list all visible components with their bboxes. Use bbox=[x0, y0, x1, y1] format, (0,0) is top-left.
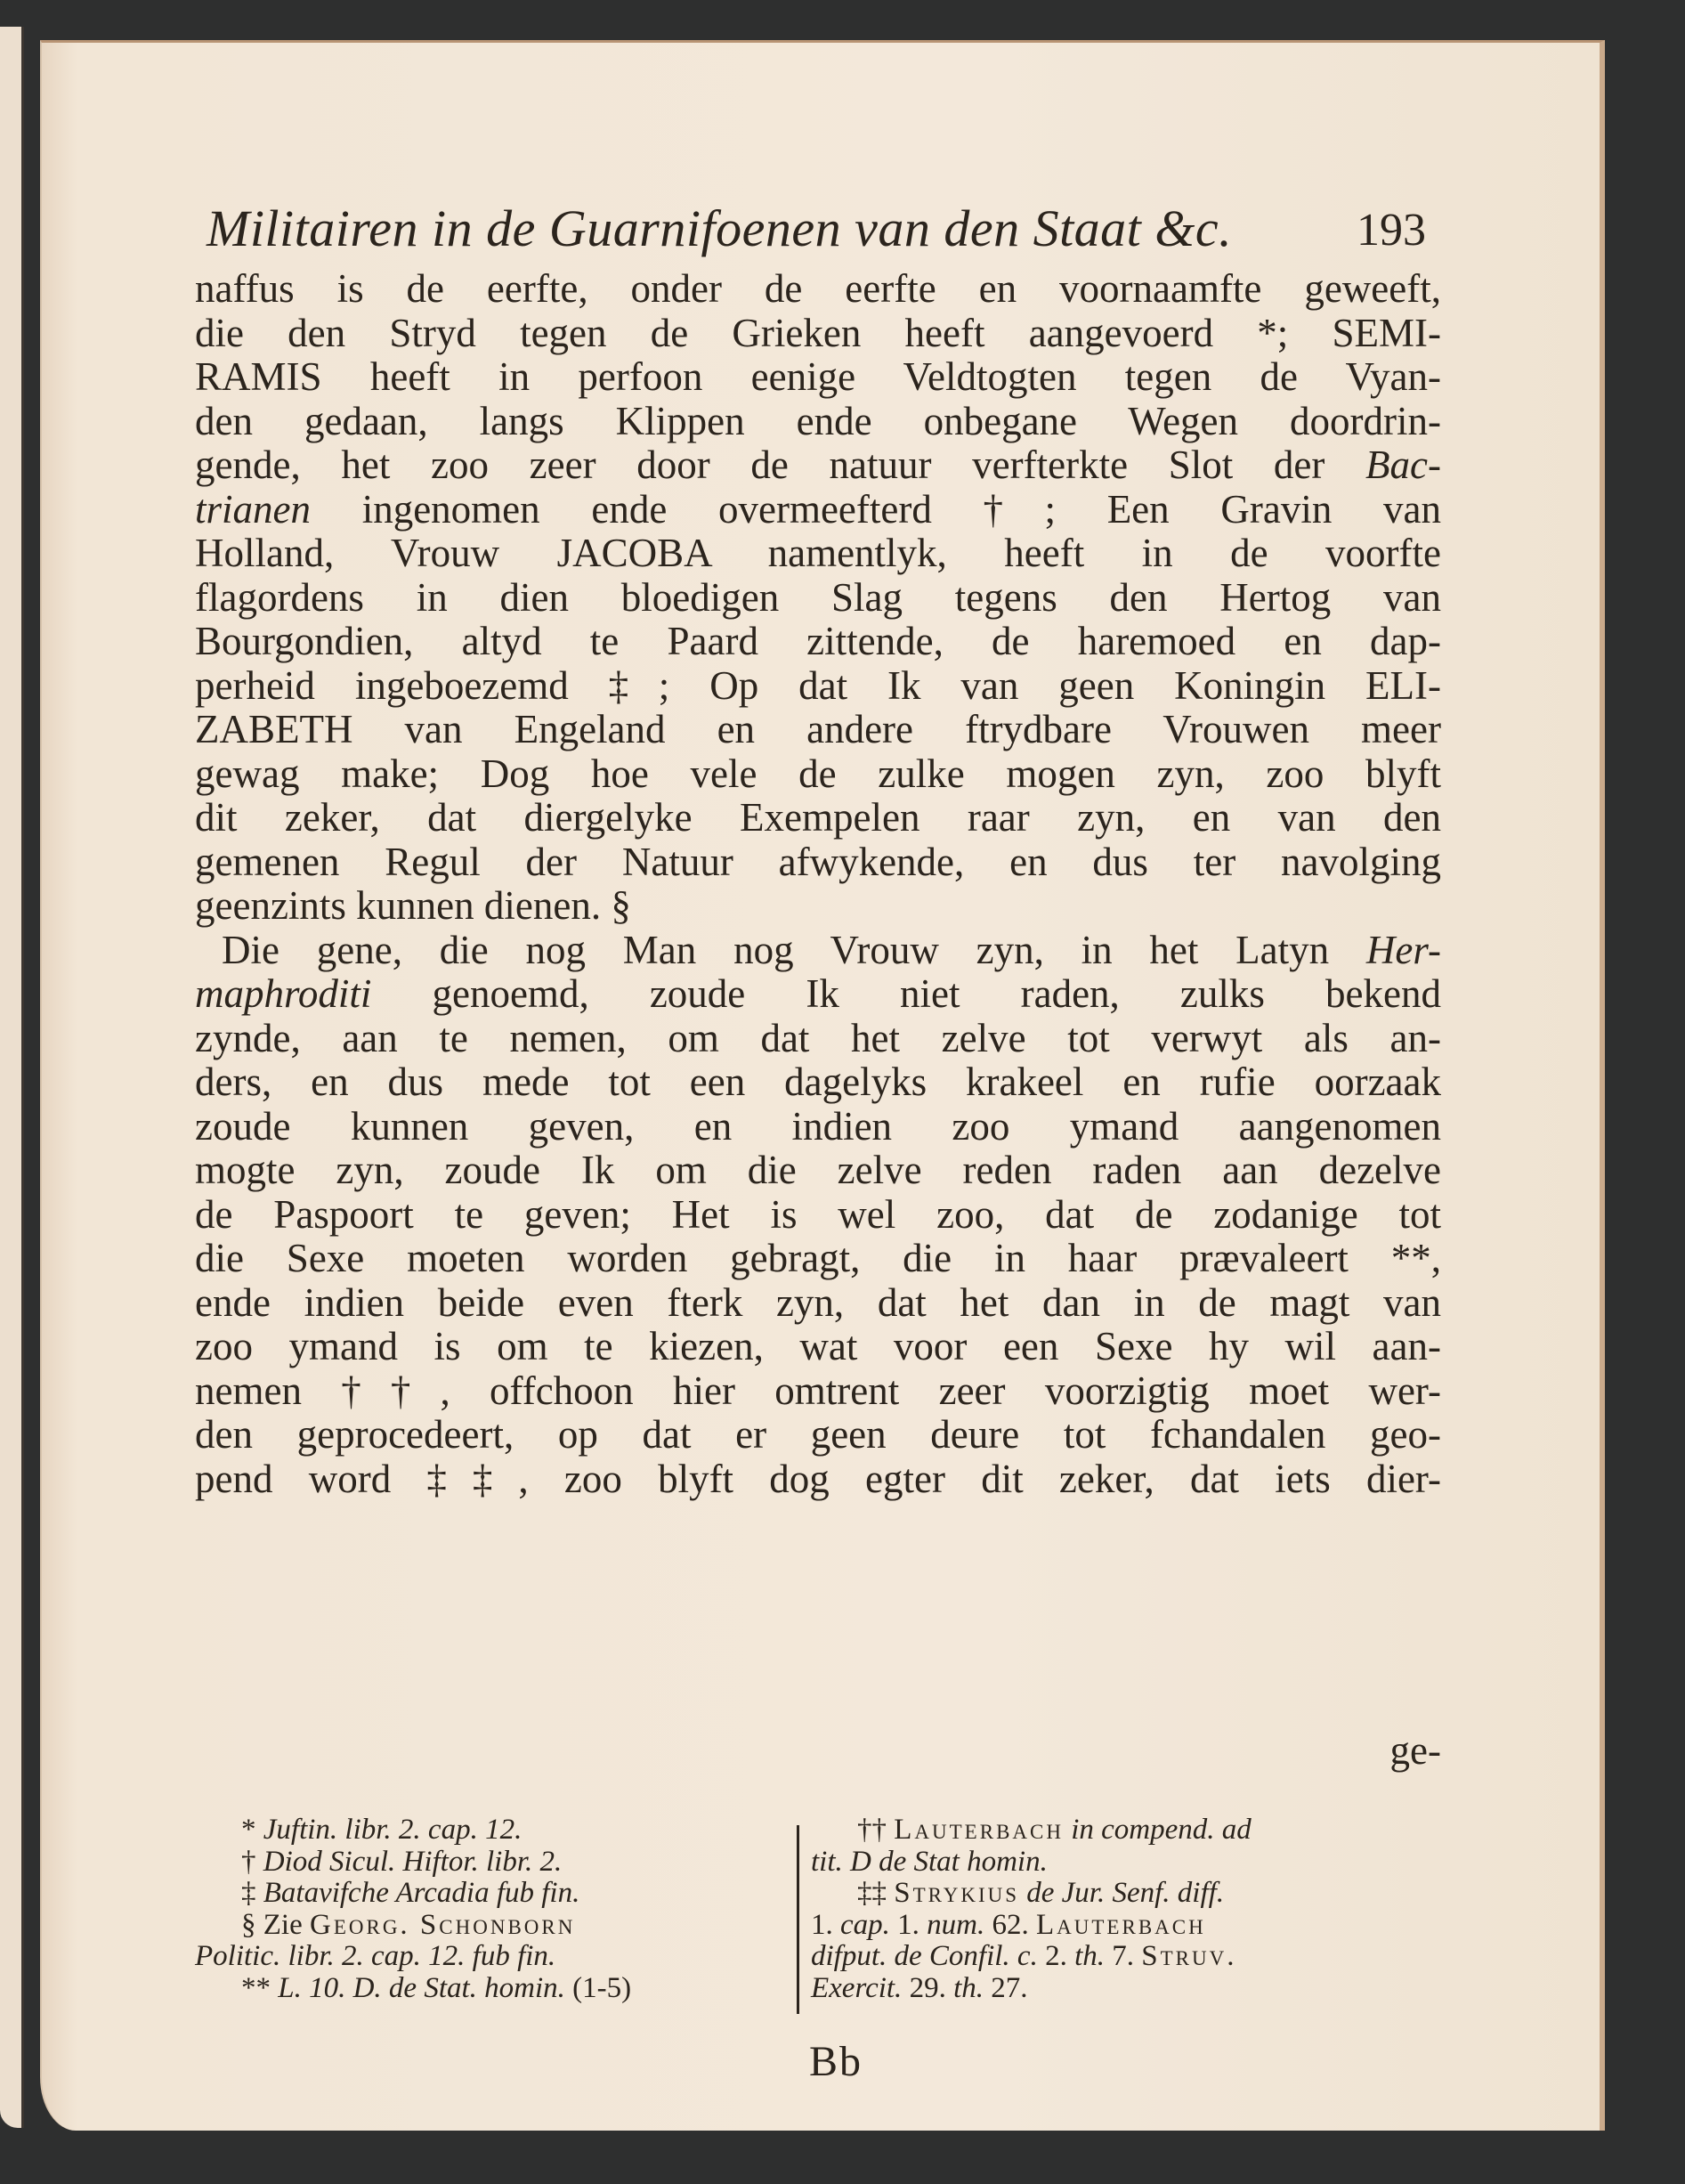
text-run: nemen ††, offchoon hier omtrent zeer voorzigtig moet wer- bbox=[195, 1368, 1441, 1413]
text-run: * bbox=[241, 1814, 263, 1846]
text-line bbox=[195, 1237, 1441, 1281]
text-run: die Sexe moeten worden gebragt, die in haar prævaleert **, bbox=[195, 1236, 1441, 1280]
text-run: pend word ‡‡, zoo blyft dog egter dit zeker, dat iets dier- bbox=[195, 1456, 1441, 1501]
text-line bbox=[195, 796, 1441, 840]
text-line bbox=[195, 576, 1441, 621]
text-line bbox=[195, 443, 1441, 488]
text-line bbox=[195, 840, 1441, 885]
text-run: tit. D de Stat homin. bbox=[811, 1845, 1048, 1878]
text-line bbox=[195, 664, 1441, 709]
text-run: 27. bbox=[983, 1971, 1028, 2004]
text-run: 1. bbox=[889, 1908, 928, 1941]
text-run: ** bbox=[241, 1971, 279, 2004]
text-run: Lauterbach bbox=[1036, 1908, 1206, 1941]
text-run: 62. bbox=[984, 1908, 1036, 1941]
text-run: th. bbox=[953, 1971, 984, 2004]
text-line bbox=[195, 532, 1441, 576]
text-line bbox=[195, 1060, 1441, 1105]
page-number: 193 bbox=[1357, 205, 1426, 256]
text-run: de Paspoort te geven; Het is wel zoo, dat de zodanige tot bbox=[195, 1191, 1441, 1237]
text-run: ‡ bbox=[241, 1877, 263, 1909]
text-run: die den Stryd tegen de Grieken heeft aangevoerd *; SEMI- bbox=[195, 310, 1441, 355]
footnote-line bbox=[811, 1847, 1441, 1879]
text-run: Politic. libr. 2. cap. 12. fub fin. bbox=[195, 1940, 556, 1972]
text-run: Georg. Schonborn bbox=[309, 1908, 576, 1941]
running-head bbox=[207, 199, 1426, 270]
text-run: RAMIS heeft in perfoon eenige Veldtogten tegen de Vyan- bbox=[195, 354, 1441, 399]
text-run: Lauterbach bbox=[894, 1814, 1064, 1846]
text-run: ‡‡ bbox=[857, 1877, 895, 1909]
text-line bbox=[195, 708, 1441, 752]
text-run: den geprocedeert, op dat er geen deure tot fchandalen geo- bbox=[195, 1412, 1441, 1457]
text-run: Juftin. libr. 2. cap. 12. bbox=[263, 1814, 523, 1846]
text-run: mogte zyn, zoude Ik om die zelve reden raden aan dezelve bbox=[195, 1148, 1441, 1192]
text-run: Die gene, die nog Man nog Vrouw zyn, in het Latyn bbox=[222, 927, 1366, 972]
text-run: ZABETH van Engeland en andere ftrydbare Vrouwen meer bbox=[195, 707, 1441, 751]
text-line bbox=[195, 972, 1441, 1017]
text-line bbox=[195, 1105, 1441, 1149]
text-line bbox=[195, 400, 1441, 444]
text-run: § Zie bbox=[241, 1908, 310, 1941]
text-run: dit zeker, dat diergelyke Exempelen raar zyn, en van den bbox=[195, 795, 1441, 840]
text-run: naffus is de eerfte, onder de eerfte en voornaamfte geweeft, bbox=[195, 266, 1441, 311]
text-run: trianen bbox=[195, 486, 311, 532]
text-run: cap. bbox=[840, 1908, 890, 1941]
catchword: ge- bbox=[1389, 1728, 1441, 1773]
text-run: L. 10. D. de Stat. homin. bbox=[278, 1971, 565, 2004]
text-line bbox=[195, 488, 1441, 532]
text-run: gewag make; Dog hoe vele de zulke mogen zyn, zoo blyft bbox=[195, 751, 1441, 796]
text-run: †† bbox=[857, 1814, 895, 1846]
running-head-title: Militairen in de Guarnifoenen van den Staat &c. bbox=[207, 199, 1233, 257]
text-line bbox=[195, 1325, 1441, 1369]
text-run: (1-5) bbox=[564, 1971, 632, 2004]
footnote-line bbox=[811, 1878, 1441, 1910]
body-text bbox=[195, 266, 1441, 1773]
book-page bbox=[40, 40, 1605, 2131]
footnote-line bbox=[195, 1941, 787, 1973]
text-run: Batavifche Arcadia fub fin. bbox=[263, 1877, 580, 1909]
text-run: den gedaan, langs Klippen ende onbegane Wegen doordrin- bbox=[195, 398, 1441, 443]
text-line bbox=[195, 884, 1441, 929]
text-run: genoemd, zoude Ik niet raden, zulks bekend bbox=[371, 971, 1441, 1016]
text-run: Exercit. bbox=[811, 1971, 903, 2004]
text-run: in compend. ad bbox=[1063, 1814, 1252, 1846]
text-run: Holland, Vrouw JACOBA namentlyk, heeft in de voorfte bbox=[195, 531, 1441, 575]
text-line bbox=[195, 267, 1441, 312]
text-run: flagordens in dien bloedigen Slag tegens den Hertog van bbox=[195, 574, 1441, 620]
text-line bbox=[195, 929, 1441, 973]
footnotes-left-column bbox=[195, 1815, 787, 2004]
text-run: Struv. bbox=[1141, 1940, 1237, 1972]
text-run: de Jur. Senf. diff. bbox=[1019, 1877, 1225, 1909]
text-run: Her- bbox=[1365, 927, 1441, 972]
text-run: Strykius bbox=[894, 1877, 1020, 1909]
text-line bbox=[195, 752, 1441, 797]
footnote-line bbox=[811, 1815, 1441, 1847]
text-line bbox=[195, 1149, 1441, 1193]
text-run: th. bbox=[1074, 1940, 1105, 1972]
text-line bbox=[195, 620, 1441, 664]
footnote-line bbox=[811, 1910, 1441, 1942]
text-line bbox=[195, 312, 1441, 356]
text-run: 1. bbox=[811, 1908, 840, 1941]
text-run: num. bbox=[927, 1908, 985, 1941]
text-run: geenzints kunnen dienen. § bbox=[195, 883, 631, 928]
text-run: Bourgondien, altyd te Paard zittende, de haremoed en dap- bbox=[195, 619, 1441, 663]
text-line bbox=[195, 1457, 1441, 1502]
text-run: 29. bbox=[902, 1971, 954, 2004]
text-line bbox=[195, 1281, 1441, 1326]
footnote-line bbox=[195, 1847, 787, 1879]
text-run: difput. de Confil. c. bbox=[811, 1940, 1038, 1972]
footnote-line bbox=[195, 1910, 787, 1942]
footnote-line bbox=[195, 1815, 787, 1847]
text-run: perheid ingeboezemd ‡; Op dat Ik van geen Koningin ELI- bbox=[195, 662, 1441, 708]
text-line bbox=[195, 355, 1441, 400]
text-line bbox=[195, 1369, 1441, 1414]
text-run: Diod Sicul. Hiftor. libr. 2. bbox=[263, 1845, 563, 1878]
text-run: ders, en dus mede tot een dagelyks krakeel en rufie oorzaak bbox=[195, 1060, 1441, 1104]
text-run: zoude kunnen geven, en indien zoo ymand aangenomen bbox=[195, 1103, 1441, 1149]
footnotes-right-column bbox=[811, 1815, 1441, 2004]
text-run: zynde, aan te nemen, om dat het zelve tot verwyt als an- bbox=[195, 1015, 1441, 1060]
footnote-line bbox=[195, 1973, 787, 2005]
text-run: gemenen Regul der Natuur afwykende, en dus ter navolging bbox=[195, 839, 1441, 884]
footnote-line bbox=[811, 1941, 1441, 1973]
text-run: 2. bbox=[1037, 1940, 1075, 1972]
signature-mark: Bb bbox=[809, 2038, 863, 2085]
text-run: ende indien beide even fterk zyn, dat het dan in de magt van bbox=[195, 1279, 1441, 1325]
footnotes bbox=[195, 1815, 1441, 2019]
text-run: 7. bbox=[1105, 1940, 1142, 1972]
text-run: maphroditi bbox=[195, 971, 372, 1016]
previous-page-edge bbox=[0, 27, 24, 2128]
text-line bbox=[195, 1193, 1441, 1238]
text-run: † bbox=[241, 1845, 263, 1878]
footnote-line bbox=[811, 1973, 1441, 2005]
text-run: ingenomen ende overmeefterd †; Een Gravin van bbox=[311, 486, 1441, 532]
text-run: zoo ymand is om te kiezen, wat voor een Sexe hy wil aan- bbox=[195, 1324, 1441, 1368]
footnote-column-divider bbox=[797, 1825, 799, 2014]
text-line bbox=[195, 1017, 1441, 1061]
text-run: gende, het zoo zeer door de natuur verfterkte Slot der bbox=[195, 442, 1366, 487]
text-run: Bac- bbox=[1365, 442, 1441, 487]
text-line bbox=[195, 1413, 1441, 1457]
footnote-line bbox=[195, 1878, 787, 1910]
